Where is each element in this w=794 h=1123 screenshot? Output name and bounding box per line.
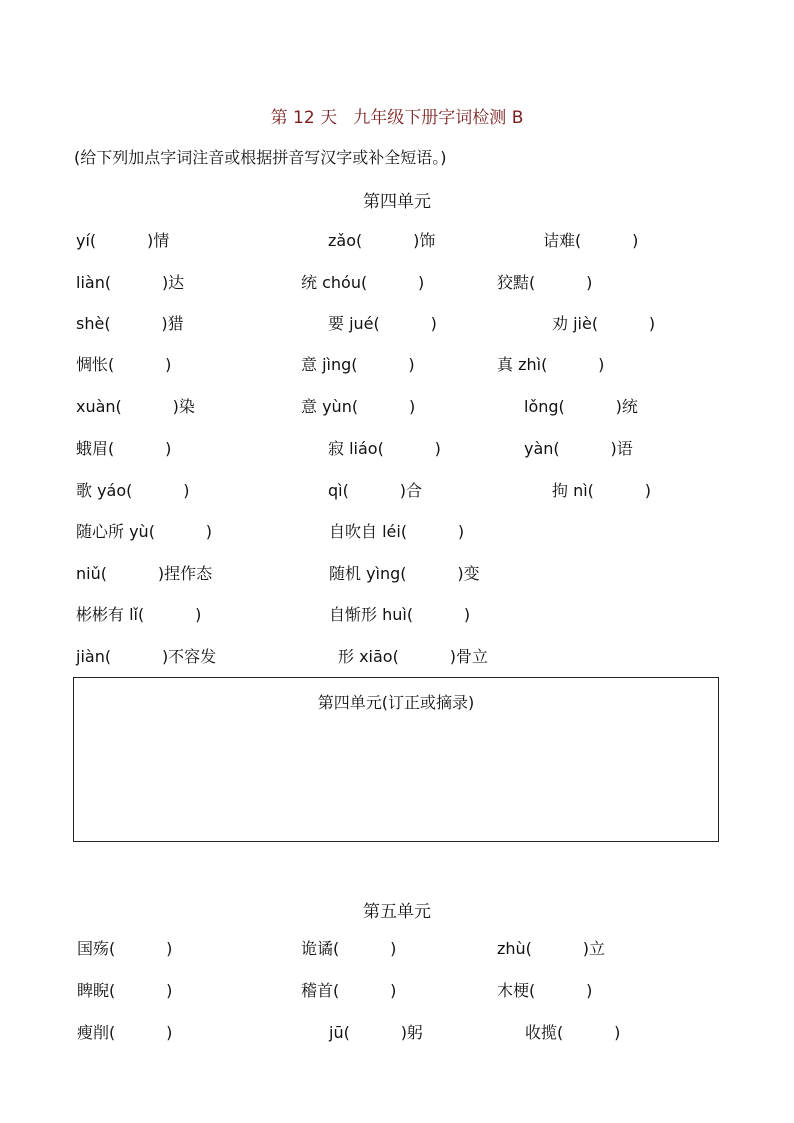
correction-box[interactable]: [73, 677, 719, 842]
unit5-item[interactable]: 稽首( ): [301, 981, 397, 1000]
unit4-item[interactable]: 真 zhì( ): [497, 355, 605, 374]
unit5-item[interactable]: 瘦削( ): [77, 1023, 173, 1042]
unit4-item[interactable]: yí( )情: [76, 231, 170, 250]
unit4-item[interactable]: 要 jué( ): [328, 314, 437, 333]
unit4-item[interactable]: shè( )猎: [76, 314, 184, 333]
unit4-item[interactable]: niǔ( )捏作态: [76, 564, 213, 583]
unit4-item[interactable]: 自吹自 léi( ): [329, 522, 465, 541]
unit4-item[interactable]: 随机 yìng( )变: [329, 564, 480, 583]
unit4-item[interactable]: lǒng( )统: [524, 397, 638, 416]
unit4-item[interactable]: 意 yùn( ): [301, 397, 416, 416]
unit4-item[interactable]: 自惭形 huì( ): [329, 605, 471, 624]
unit4-item[interactable]: qì( )合: [328, 481, 422, 500]
unit4-item[interactable]: 意 jìng( ): [301, 355, 415, 374]
unit4-item[interactable]: 惆怅( ): [76, 355, 172, 374]
unit4-item[interactable]: 歌 yáo( ): [76, 481, 190, 500]
unit5-item[interactable]: jū( )躬: [329, 1023, 423, 1042]
unit4-item[interactable]: 随心所 yù( ): [76, 522, 213, 541]
unit5-item[interactable]: 木梗( ): [497, 981, 593, 1000]
unit4-item[interactable]: yàn( )语: [524, 439, 633, 458]
unit4-item[interactable]: xuàn( )染: [76, 397, 195, 416]
unit5-heading: 第五单元: [363, 902, 431, 922]
unit4-item[interactable]: 形 xiāo( )骨立: [338, 647, 488, 666]
unit4-item[interactable]: 蛾眉( ): [76, 439, 172, 458]
unit5-item[interactable]: 诡谲( ): [301, 939, 397, 958]
unit5-item[interactable]: 睥睨( ): [77, 981, 173, 1000]
unit4-item[interactable]: 拘 nì( ): [552, 481, 652, 500]
instruction: (给下列加点字词注音或根据拼音写汉字或补全短语。): [74, 148, 447, 167]
correction-box-label: 第四单元(订正或摘录): [317, 693, 475, 712]
unit4-heading: 第四单元: [363, 192, 431, 212]
unit4-item[interactable]: liàn( )达: [76, 273, 185, 292]
unit5-item[interactable]: zhù( )立: [497, 939, 606, 958]
unit4-item[interactable]: 彬彬有 lǐ( ): [76, 605, 202, 624]
unit4-item[interactable]: 狡黠( ): [497, 273, 593, 292]
unit4-item[interactable]: 劝 jiè( ): [552, 314, 656, 333]
unit4-item[interactable]: 统 chóu( ): [301, 273, 425, 292]
page-title: 第 12 天 九年级下册字词检测 B: [270, 108, 524, 128]
unit4-item[interactable]: jiàn( )不容发: [76, 647, 217, 666]
unit5-item[interactable]: 收揽( ): [525, 1023, 621, 1042]
unit4-item[interactable]: 诘难( ): [543, 231, 639, 250]
unit5-item[interactable]: 国殇( ): [77, 939, 173, 958]
unit4-item[interactable]: zǎo( )饰: [328, 231, 436, 250]
unit4-item[interactable]: 寂 liáo( ): [328, 439, 441, 458]
